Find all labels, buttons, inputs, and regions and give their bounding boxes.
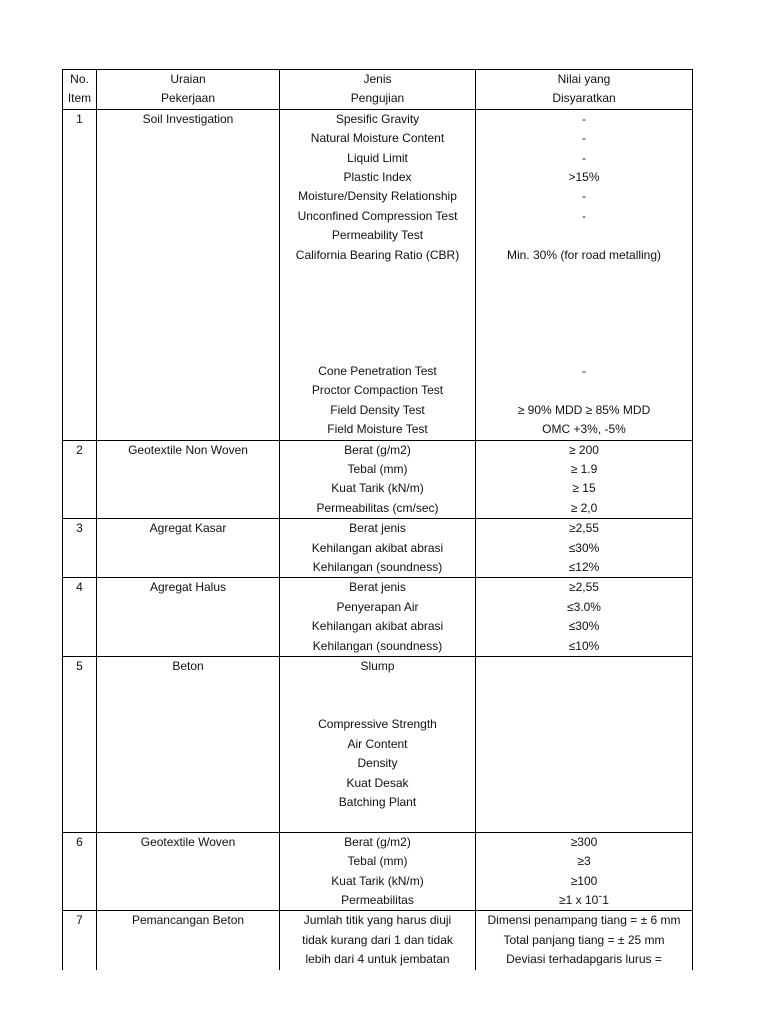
requirement: >15%	[476, 168, 693, 187]
requirement: ≥3	[476, 852, 693, 871]
table-row	[63, 362, 693, 381]
item-number	[63, 323, 97, 342]
test-type	[280, 696, 476, 715]
item-name	[97, 558, 280, 578]
item-name: Geotextile Woven	[97, 832, 280, 852]
table-row	[63, 657, 693, 677]
test-type: California Bearing Ratio (CBR)	[280, 246, 476, 265]
item-name	[97, 362, 280, 381]
test-type: Spesific Gravity	[280, 109, 476, 129]
item-name	[97, 735, 280, 754]
item-number: 3	[63, 519, 97, 539]
requirement: ≤3.0%	[476, 598, 693, 617]
item-number	[63, 129, 97, 148]
table-row	[63, 168, 693, 187]
test-type: Permeabilitas	[280, 891, 476, 911]
test-type: Jumlah titik yang harus diuji	[280, 911, 476, 931]
item-name	[97, 931, 280, 950]
test-type: Tebal (mm)	[280, 852, 476, 871]
test-type: lebih dari 4 untuk jembatan	[280, 950, 476, 969]
table-row	[63, 304, 693, 323]
item-name	[97, 950, 280, 969]
item-name	[97, 304, 280, 323]
item-number	[63, 812, 97, 832]
item-number	[63, 207, 97, 226]
requirement	[476, 715, 693, 734]
requirement: ≥100	[476, 872, 693, 891]
header-jenis: Jenis	[280, 70, 476, 90]
item-name	[97, 129, 280, 148]
header-no: No.	[63, 70, 97, 90]
item-number	[63, 381, 97, 400]
item-number	[63, 950, 97, 969]
item-name	[97, 420, 280, 440]
test-type: Kuat Tarik (kN/m)	[280, 479, 476, 498]
test-type	[280, 304, 476, 323]
item-number	[63, 793, 97, 812]
item-number	[63, 558, 97, 578]
table-row	[63, 381, 693, 400]
table-row	[63, 499, 693, 519]
item-name	[97, 852, 280, 871]
table-row	[63, 284, 693, 303]
table-row	[63, 207, 693, 226]
item-number	[63, 265, 97, 284]
table-row	[63, 812, 693, 832]
table-row	[63, 872, 693, 891]
requirement	[476, 735, 693, 754]
requirement	[476, 677, 693, 696]
requirement: -	[476, 149, 693, 168]
requirement	[476, 323, 693, 342]
item-number	[63, 226, 97, 245]
item-number	[63, 735, 97, 754]
item-name	[97, 479, 280, 498]
test-type: Slump	[280, 657, 476, 677]
requirement: ≤10%	[476, 637, 693, 657]
table-row	[63, 735, 693, 754]
item-name	[97, 774, 280, 793]
item-number	[63, 872, 97, 891]
test-type: Berat (g/m2)	[280, 832, 476, 852]
item-name: Pemancangan Beton	[97, 911, 280, 931]
table-row	[63, 617, 693, 636]
table-row	[63, 715, 693, 734]
item-number: 2	[63, 440, 97, 460]
item-number	[63, 168, 97, 187]
test-type: Kuat Desak	[280, 774, 476, 793]
requirement: OMC +3%, -5%	[476, 420, 693, 440]
item-name	[97, 323, 280, 342]
requirement: ≥ 15	[476, 479, 693, 498]
requirement: ≤30%	[476, 539, 693, 558]
item-number	[63, 460, 97, 479]
requirement: -	[476, 187, 693, 206]
header-uraian: Uraian	[97, 70, 280, 90]
test-type	[280, 812, 476, 832]
table-row	[63, 891, 693, 911]
requirement	[476, 284, 693, 303]
item-number	[63, 479, 97, 498]
item-name	[97, 460, 280, 479]
item-number	[63, 304, 97, 323]
item-number: 7	[63, 911, 97, 931]
test-type	[280, 323, 476, 342]
item-number	[63, 343, 97, 362]
item-name	[97, 187, 280, 206]
test-type: Field Moisture Test	[280, 420, 476, 440]
table-row	[63, 440, 693, 460]
table-row	[63, 149, 693, 168]
requirement	[476, 754, 693, 773]
table-row	[63, 460, 693, 479]
item-number	[63, 696, 97, 715]
item-name	[97, 793, 280, 812]
requirement: ≤12%	[476, 558, 693, 578]
test-type: Kehilangan (soundness)	[280, 558, 476, 578]
item-name	[97, 246, 280, 265]
table-row	[63, 911, 693, 931]
test-type: Field Density Test	[280, 401, 476, 420]
item-number	[63, 246, 97, 265]
table-row	[63, 343, 693, 362]
table-row	[63, 109, 693, 129]
item-number	[63, 754, 97, 773]
table-row	[63, 420, 693, 440]
test-type: Moisture/Density Relationship	[280, 187, 476, 206]
requirement	[476, 343, 693, 362]
test-type	[280, 677, 476, 696]
requirement	[476, 657, 693, 677]
test-type: Unconfined Compression Test	[280, 207, 476, 226]
requirement: -	[476, 129, 693, 148]
item-number	[63, 539, 97, 558]
table-row	[63, 578, 693, 598]
test-type: Penyerapan Air	[280, 598, 476, 617]
test-type: Kehilangan akibat abrasi	[280, 539, 476, 558]
requirement: ≥1 x 10ˉ1	[476, 891, 693, 911]
item-name	[97, 226, 280, 245]
header-pengujian: Pengujian	[280, 89, 476, 109]
test-type: Batching Plant	[280, 793, 476, 812]
table-row	[63, 677, 693, 696]
requirement	[476, 812, 693, 832]
item-name	[97, 598, 280, 617]
item-name	[97, 812, 280, 832]
requirements-table	[62, 69, 693, 970]
requirement: -	[476, 207, 693, 226]
table-row	[63, 754, 693, 773]
requirement	[476, 793, 693, 812]
requirement: -	[476, 109, 693, 129]
table-row	[63, 401, 693, 420]
item-name	[97, 265, 280, 284]
item-name	[97, 149, 280, 168]
item-number	[63, 284, 97, 303]
item-number	[63, 891, 97, 911]
table-row	[63, 832, 693, 852]
item-name	[97, 677, 280, 696]
item-name: Agregat Halus	[97, 578, 280, 598]
table-row	[63, 323, 693, 342]
requirement: Dimensi penampang tiang = ± 6 mm	[476, 911, 693, 931]
requirement: ≥300	[476, 832, 693, 852]
table-row	[63, 519, 693, 539]
table-row	[63, 950, 693, 969]
item-name	[97, 891, 280, 911]
requirement: ≥2,55	[476, 578, 693, 598]
requirement: ≥ 2,0	[476, 499, 693, 519]
test-type: Kehilangan (soundness)	[280, 637, 476, 657]
test-type: Density	[280, 754, 476, 773]
test-type: Permeability Test	[280, 226, 476, 245]
test-type	[280, 343, 476, 362]
item-name: Geotextile Non Woven	[97, 440, 280, 460]
requirement: ≤30%	[476, 617, 693, 636]
item-name	[97, 168, 280, 187]
table-row	[63, 129, 693, 148]
requirement	[476, 774, 693, 793]
item-name	[97, 696, 280, 715]
table-row	[63, 931, 693, 950]
test-type: Kuat Tarik (kN/m)	[280, 872, 476, 891]
header-row	[63, 89, 693, 109]
requirement: Total panjang tiang = ± 25 mm	[476, 931, 693, 950]
table-body	[63, 70, 693, 970]
item-number: 6	[63, 832, 97, 852]
requirement: Deviasi terhadapgaris lurus =	[476, 950, 693, 969]
item-number: 4	[63, 578, 97, 598]
header-row	[63, 70, 693, 90]
table-row	[63, 558, 693, 578]
item-name	[97, 381, 280, 400]
item-name	[97, 754, 280, 773]
item-number	[63, 499, 97, 519]
item-number	[63, 401, 97, 420]
table-row	[63, 479, 693, 498]
test-type: Natural Moisture Content	[280, 129, 476, 148]
item-number	[63, 598, 97, 617]
item-number	[63, 617, 97, 636]
item-name	[97, 499, 280, 519]
table-row	[63, 226, 693, 245]
item-name: Beton	[97, 657, 280, 677]
item-number	[63, 420, 97, 440]
test-type: Cone Penetration Test	[280, 362, 476, 381]
requirement: ≥ 90% MDD ≥ 85% MDD	[476, 401, 693, 420]
test-type: Compressive Strength	[280, 715, 476, 734]
item-name	[97, 872, 280, 891]
test-type: Berat (g/m2)	[280, 440, 476, 460]
test-type	[280, 265, 476, 284]
test-type: Kehilangan akibat abrasi	[280, 617, 476, 636]
header-item: Item	[63, 89, 97, 109]
item-name	[97, 617, 280, 636]
table-row	[63, 793, 693, 812]
item-number	[63, 852, 97, 871]
requirement	[476, 381, 693, 400]
test-type	[280, 284, 476, 303]
test-type: Permeabilitas (cm/sec)	[280, 499, 476, 519]
item-name	[97, 401, 280, 420]
item-number	[63, 774, 97, 793]
table-row	[63, 696, 693, 715]
item-name: Agregat Kasar	[97, 519, 280, 539]
table-row	[63, 539, 693, 558]
requirement: -	[476, 362, 693, 381]
item-name	[97, 539, 280, 558]
test-type: Berat jenis	[280, 578, 476, 598]
item-number: 5	[63, 657, 97, 677]
table-row	[63, 265, 693, 284]
requirement	[476, 304, 693, 323]
header-pekerjaan: Pekerjaan	[97, 89, 280, 109]
test-type: Tebal (mm)	[280, 460, 476, 479]
test-type: Plastic Index	[280, 168, 476, 187]
table-row	[63, 187, 693, 206]
item-number	[63, 677, 97, 696]
requirement: ≥ 1.9	[476, 460, 693, 479]
table-row	[63, 774, 693, 793]
item-number	[63, 637, 97, 657]
test-type: Berat jenis	[280, 519, 476, 539]
item-number	[63, 187, 97, 206]
requirement: ≥ 200	[476, 440, 693, 460]
test-type: Air Content	[280, 735, 476, 754]
item-name: Soil Investigation	[97, 109, 280, 129]
item-name	[97, 207, 280, 226]
table-row	[63, 246, 693, 265]
table-row	[63, 852, 693, 871]
item-name	[97, 715, 280, 734]
item-number	[63, 362, 97, 381]
requirement: ≥2,55	[476, 519, 693, 539]
requirement	[476, 696, 693, 715]
requirement	[476, 226, 693, 245]
requirement	[476, 265, 693, 284]
item-name	[97, 637, 280, 657]
item-number	[63, 715, 97, 734]
test-type: tidak kurang dari 1 dan tidak	[280, 931, 476, 950]
requirement: Min. 30% (for road metalling)	[476, 246, 693, 265]
test-type: Liquid Limit	[280, 149, 476, 168]
item-number	[63, 149, 97, 168]
item-name	[97, 284, 280, 303]
table-row	[63, 598, 693, 617]
item-name	[97, 343, 280, 362]
test-type: Proctor Compaction Test	[280, 381, 476, 400]
item-number: 1	[63, 109, 97, 129]
table-row	[63, 637, 693, 657]
header-disyaratkan: Disyaratkan	[476, 89, 693, 109]
item-number	[63, 931, 97, 950]
header-nilai: Nilai yang	[476, 70, 693, 90]
